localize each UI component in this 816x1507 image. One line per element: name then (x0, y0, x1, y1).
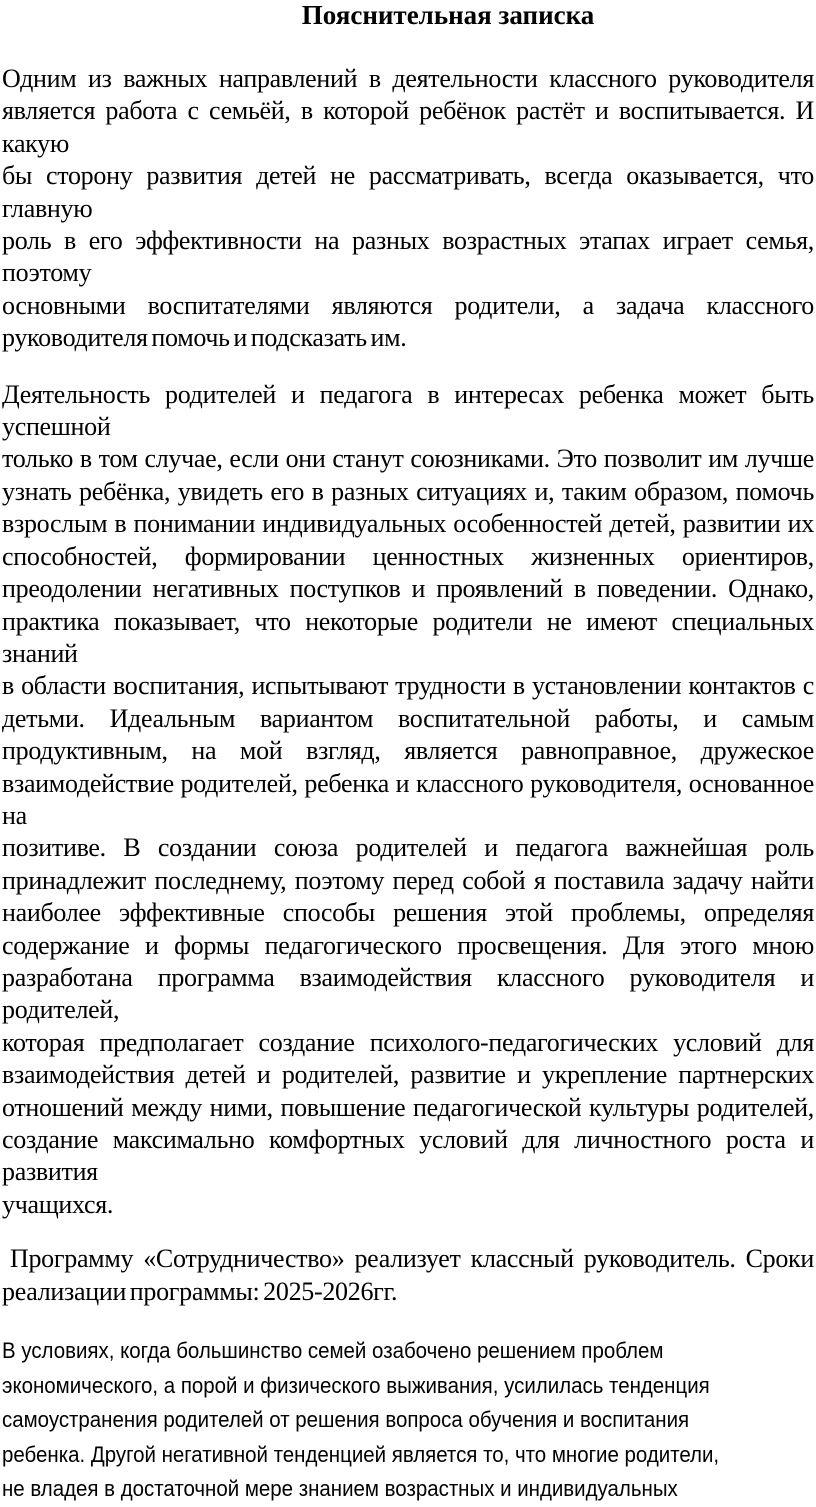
text-line: Деятельность родителей и педагога в интересах ребенка может быть успешной (2, 379, 814, 442)
text-line: способностей, формировании ценностных жизненных ориентиров, (2, 541, 814, 571)
text-line: продуктивным, на мой взгляд, является равноправное, дружеское (2, 736, 814, 766)
paragraph-1 (2, 63, 814, 355)
text-line: Одним из важных направлений в деятельности классного руководителя (2, 64, 814, 93)
text-line: содержание и формы педагогического просвещения. Для этого мною (2, 930, 814, 960)
text-line: узнать ребёнка, увидеть его в разных ситуациях и, таким образом, помочь (2, 476, 814, 506)
text-line: взрослым в понимании индивидуальных особенностей детей, развитии их (2, 509, 814, 539)
document-body (2, 63, 814, 1507)
text-line: создание максимально комфортных условий для личностного роста и развития (2, 1125, 814, 1187)
text-line: принадлежит последнему, поэтому перед собой я поставила задачу найти (2, 865, 814, 895)
text-line: экономического, а порой и физического выживания, усилилась тенденция (2, 1372, 710, 1398)
text-line: не владея в достаточной мере знанием возрастных и индивидуальных (2, 1476, 678, 1502)
text-line: В условиях, когда большинство семей озабочено решением проблем (2, 1338, 664, 1364)
text-line: практика показывает, что некоторые родители не имеют специальных знаний (2, 606, 814, 668)
text-line: роль в его эффективности на разных возрастных этапах играет семья, поэтому (2, 226, 814, 288)
paragraph-2 (2, 379, 814, 1222)
text-line: реализации программы: 2025-2026гг. (2, 1276, 398, 1306)
text-line: наиболее эффективные способы решения этой проблемы, определяя (2, 898, 814, 928)
text-line: основными воспитателями являются родители, а задача классного (2, 290, 814, 320)
text-line: взаимодействие родителей, ребенка и классного руководителя, основанное на (2, 768, 814, 830)
text-line: позитиве. В создании союза родителей и педагога важнейшая роль (2, 833, 814, 863)
text-line: которая предполагает создание психолого-педагогических условий для (2, 1027, 814, 1057)
text-line: Программу «Сотрудничество» реализует классный руководитель. Сроки (10, 1244, 814, 1274)
paragraph-4 (2, 1334, 757, 1507)
document-title: Пояснительная записка (301, 0, 595, 30)
text-line: учащихся. (2, 1189, 114, 1219)
text-line: взаимодействия детей и родителей, развитие и укрепление партнерских (2, 1060, 814, 1090)
paragraph-3 (2, 1243, 814, 1308)
text-line: самоустранения родителей от решения вопроса обучения и воспитания (2, 1407, 690, 1433)
text-line: преодолении негативных поступков и проявлений в поведении. Однако, (2, 574, 814, 604)
text-line: отношений между ними, повышение педагогической культуры родителей, (2, 1092, 814, 1122)
text-line: в области воспитания, испытывают трудности в установлении контактов с (2, 671, 814, 701)
text-line: детьми. Идеальным вариантом воспитательной работы, и самым (2, 703, 814, 733)
text-line: только в том случае, если они станут союзниками. Это позволит им лучше (2, 444, 814, 474)
text-line: разработана программа взаимодействия классного руководителя и родителей, (2, 962, 814, 1025)
text-line: является работа с семьёй, в которой ребёнок растёт и воспитывается. И какую (2, 96, 814, 158)
text-line: руководителя помочь и подсказать им. (2, 323, 407, 353)
text-line: ребенка. Другой негативной тенденцией является то, что многие родители, (2, 1441, 720, 1467)
text-line: бы сторону развития детей не рассматривать, всегда оказывается, что главную (2, 161, 814, 223)
